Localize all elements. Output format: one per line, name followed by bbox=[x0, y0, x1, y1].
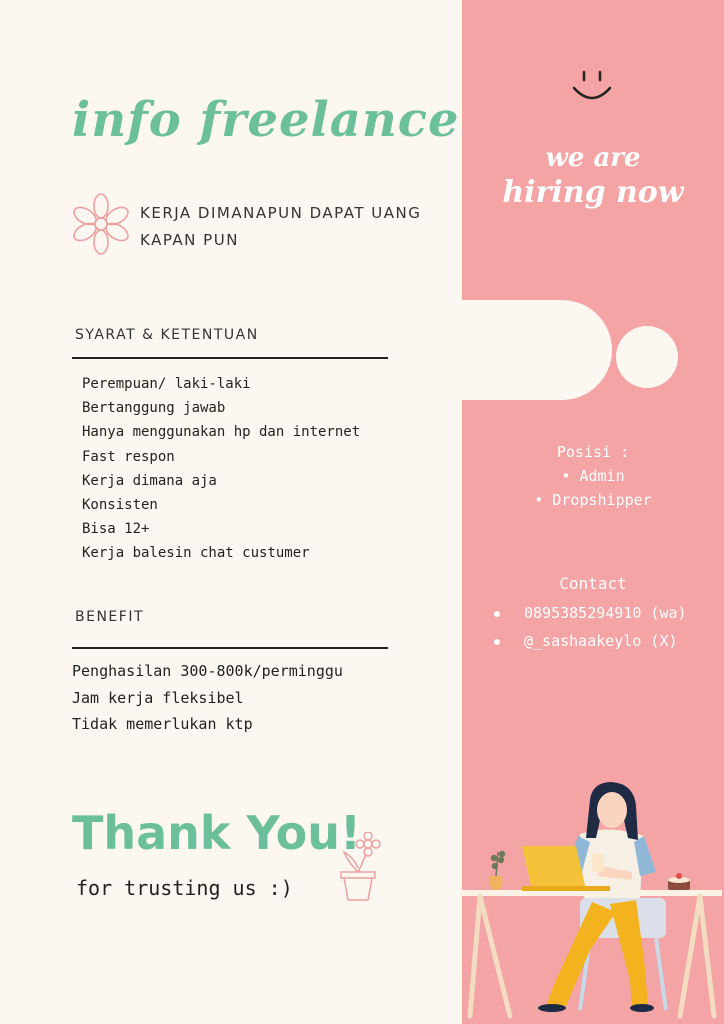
contact-text: 0895385294910 (wa) bbox=[524, 604, 687, 622]
list-item: Kerja balesin chat custumer bbox=[82, 545, 310, 562]
list-item: • Dropshipper bbox=[534, 491, 652, 509]
list-item: Hanya menggunakan hp dan internet bbox=[82, 424, 361, 441]
contact-text: @_sashaakeylo (X) bbox=[524, 632, 678, 650]
benefit-list bbox=[72, 658, 343, 738]
thanks-subtitle: for trusting us :) bbox=[76, 876, 293, 900]
flower-pot-icon bbox=[336, 832, 382, 904]
list-item: • Admin bbox=[561, 467, 625, 485]
posisi-heading: Posisi : bbox=[556, 443, 630, 461]
decorative-circle bbox=[616, 326, 678, 388]
requirements-divider bbox=[72, 357, 388, 359]
list-item: Penghasilan 300-800k/perminggu bbox=[72, 662, 343, 680]
panel-notch-shape bbox=[462, 300, 612, 400]
list-item: Tidak memerlukan ktp bbox=[72, 715, 253, 734]
contact-item-wa bbox=[494, 599, 687, 627]
requirements-heading: SYARAT & KETENTUAN bbox=[75, 327, 259, 343]
bullet-icon bbox=[494, 611, 500, 617]
woman-at-laptop-illustration bbox=[460, 780, 724, 1024]
contact-heading: Contact bbox=[559, 574, 627, 593]
list-item: Jam kerja fleksibel bbox=[72, 688, 244, 707]
bullet-icon bbox=[494, 639, 500, 645]
list-item: Kerja dimana aja bbox=[82, 472, 217, 489]
page-title: info freelance bbox=[72, 92, 460, 148]
smiley-icon bbox=[570, 66, 614, 106]
requirements-list bbox=[82, 372, 360, 566]
hiring-heading bbox=[480, 142, 706, 212]
hiring-line-2: hiring now bbox=[502, 175, 684, 210]
contact-list bbox=[494, 599, 687, 655]
tagline: KERJA DIMANAPUN DAPAT UANG KAPAN PUN bbox=[140, 204, 422, 249]
contact-item-x bbox=[494, 627, 687, 655]
thank-you-heading: Thank You! bbox=[72, 806, 361, 860]
flower-icon bbox=[72, 192, 130, 256]
posisi-list bbox=[480, 464, 706, 512]
list-item: Fast respon bbox=[82, 448, 175, 465]
list-item: Bisa 12+ bbox=[82, 521, 150, 538]
list-item: Konsisten bbox=[82, 497, 158, 514]
posisi-section bbox=[480, 440, 706, 512]
list-item: Perempuan/ laki-laki bbox=[82, 376, 251, 392]
list-item: Bertanggung jawab bbox=[82, 400, 226, 417]
hiring-line-1: we are bbox=[545, 143, 641, 173]
benefit-heading: BENEFIT bbox=[75, 609, 145, 625]
benefit-divider bbox=[72, 647, 388, 649]
